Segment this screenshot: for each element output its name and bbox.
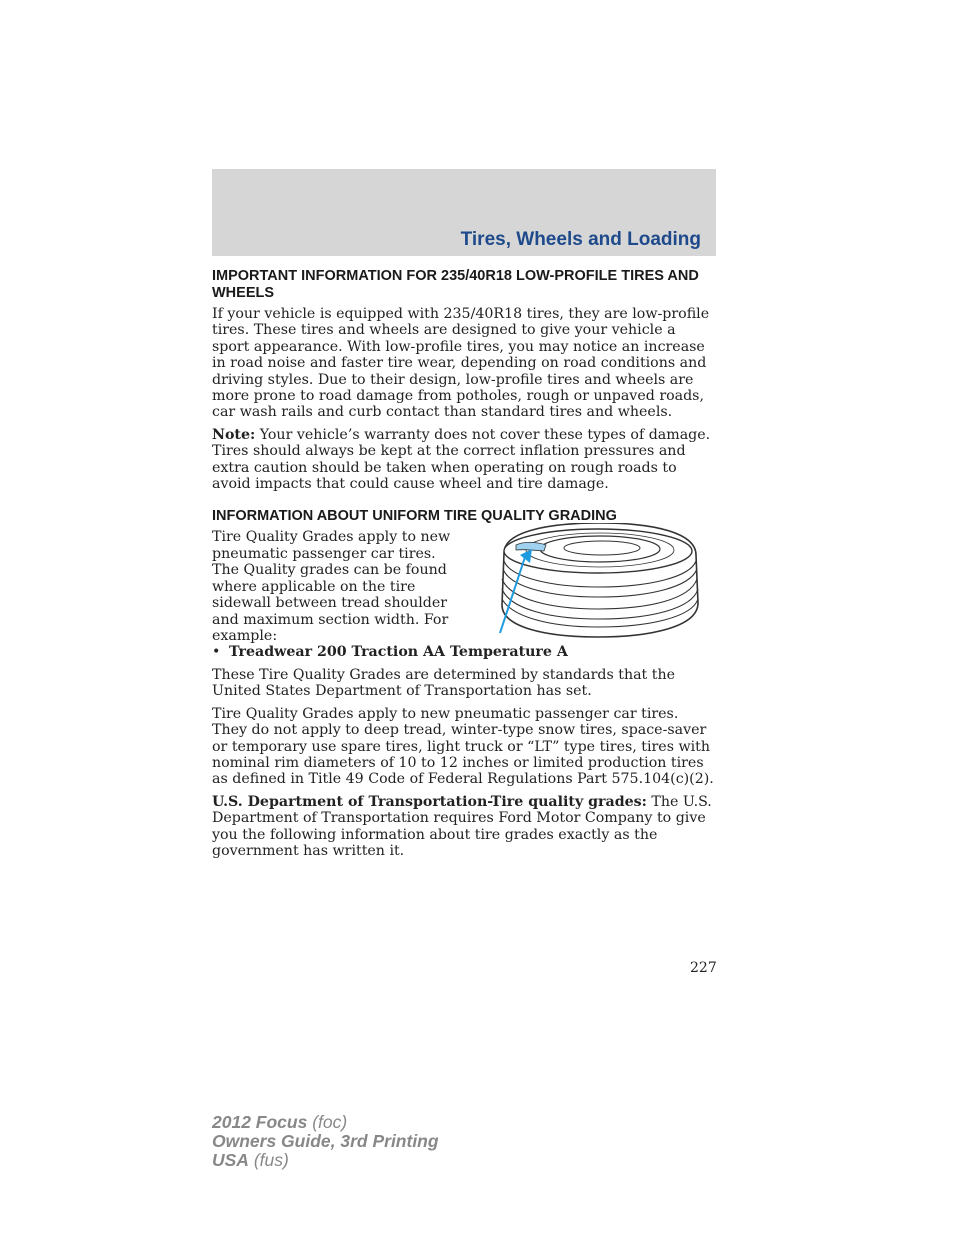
bullet-dot: • — [212, 644, 221, 661]
footer-line-model — [212, 1113, 439, 1132]
low-profile-paragraph: If your vehicle is equipped with 235/40R18 tires, they are low-profile tires. These tires and wheels are designed to give your vehicle a sport appearance. With low-profile tires, you may notice an increase in road noise and faster tire wear, depending on road conditions and driving styles. Due to their design, low-profile tires and wheels are more prone to road damage from potholes, rough or unpaved roads, car wash rails and curb contact than standard tires and wheels. — [212, 306, 710, 421]
note-paragraph — [212, 427, 716, 493]
page-number: 227 — [690, 960, 717, 976]
footer-market-code: (fus) — [248, 1150, 289, 1170]
section-heading-utqg: INFORMATION ABOUT UNIFORM TIRE QUALITY GRADING — [212, 508, 617, 525]
utqg-applicability-paragraph: Tire Quality Grades apply to new pneumatic passenger car tires. They do not apply to deep tread, winter-type snow tires, space-saver or temporary use spare tires, light truck or “LT” type tires, tires with nominal rim diameters of 10 to 12 inches or limited production tires as defined in Title 49 Code of Federal Regulations Part 575.104(c)(2). — [212, 705, 714, 788]
note-label: Note: — [212, 426, 256, 443]
note-text: Your vehicle’s warranty does not cover these types of damage. Tires should always be kept at the correct inflation pressures and extra caution should be taken when operating on rough roads to avoid impacts that could cause wheel and tire damage. — [212, 426, 711, 493]
utqg-standards-paragraph: These Tire Quality Grades are determined by standards that the United States Department of Transportation has set. — [212, 666, 675, 700]
utqg-intro: Tire Quality Grades apply to new pneumatic passenger car tires. The Quality grades can be found where applicable on the tire sidewall between tread shoulder and maximum section width. For example: — [212, 529, 451, 644]
section-heading-low-profile: IMPORTANT INFORMATION FOR 235/40R18 LOW-PROFILE TIRES AND WHEELS — [212, 268, 699, 301]
footer-model-code: (foc) — [307, 1112, 348, 1132]
dot-grades-label: U.S. Department of Transportation-Tire quality grades: — [212, 793, 647, 810]
chapter-header — [212, 169, 716, 256]
dot-grades-text: The U.S. Department of Transportation requires Ford Motor Company to give you the following information about tire grades exactly as the government has written it. — [212, 793, 712, 859]
document-footer — [212, 1113, 439, 1170]
tire-illustration-icon — [490, 523, 704, 641]
chapter-title: Tires, Wheels and Loading — [460, 229, 701, 250]
footer-line-guide: Owners Guide, 3rd Printing — [212, 1131, 439, 1151]
dot-grades-paragraph — [212, 794, 716, 860]
footer-line-market — [212, 1151, 439, 1170]
footer-model: 2012 Focus — [212, 1112, 308, 1132]
grade-example-text: Treadwear 200 Traction AA Temperature A — [229, 644, 568, 661]
utqg-intro-block — [212, 529, 716, 644]
grade-example-bullet — [212, 644, 716, 660]
page-content — [212, 268, 716, 865]
footer-market: USA — [212, 1150, 249, 1170]
